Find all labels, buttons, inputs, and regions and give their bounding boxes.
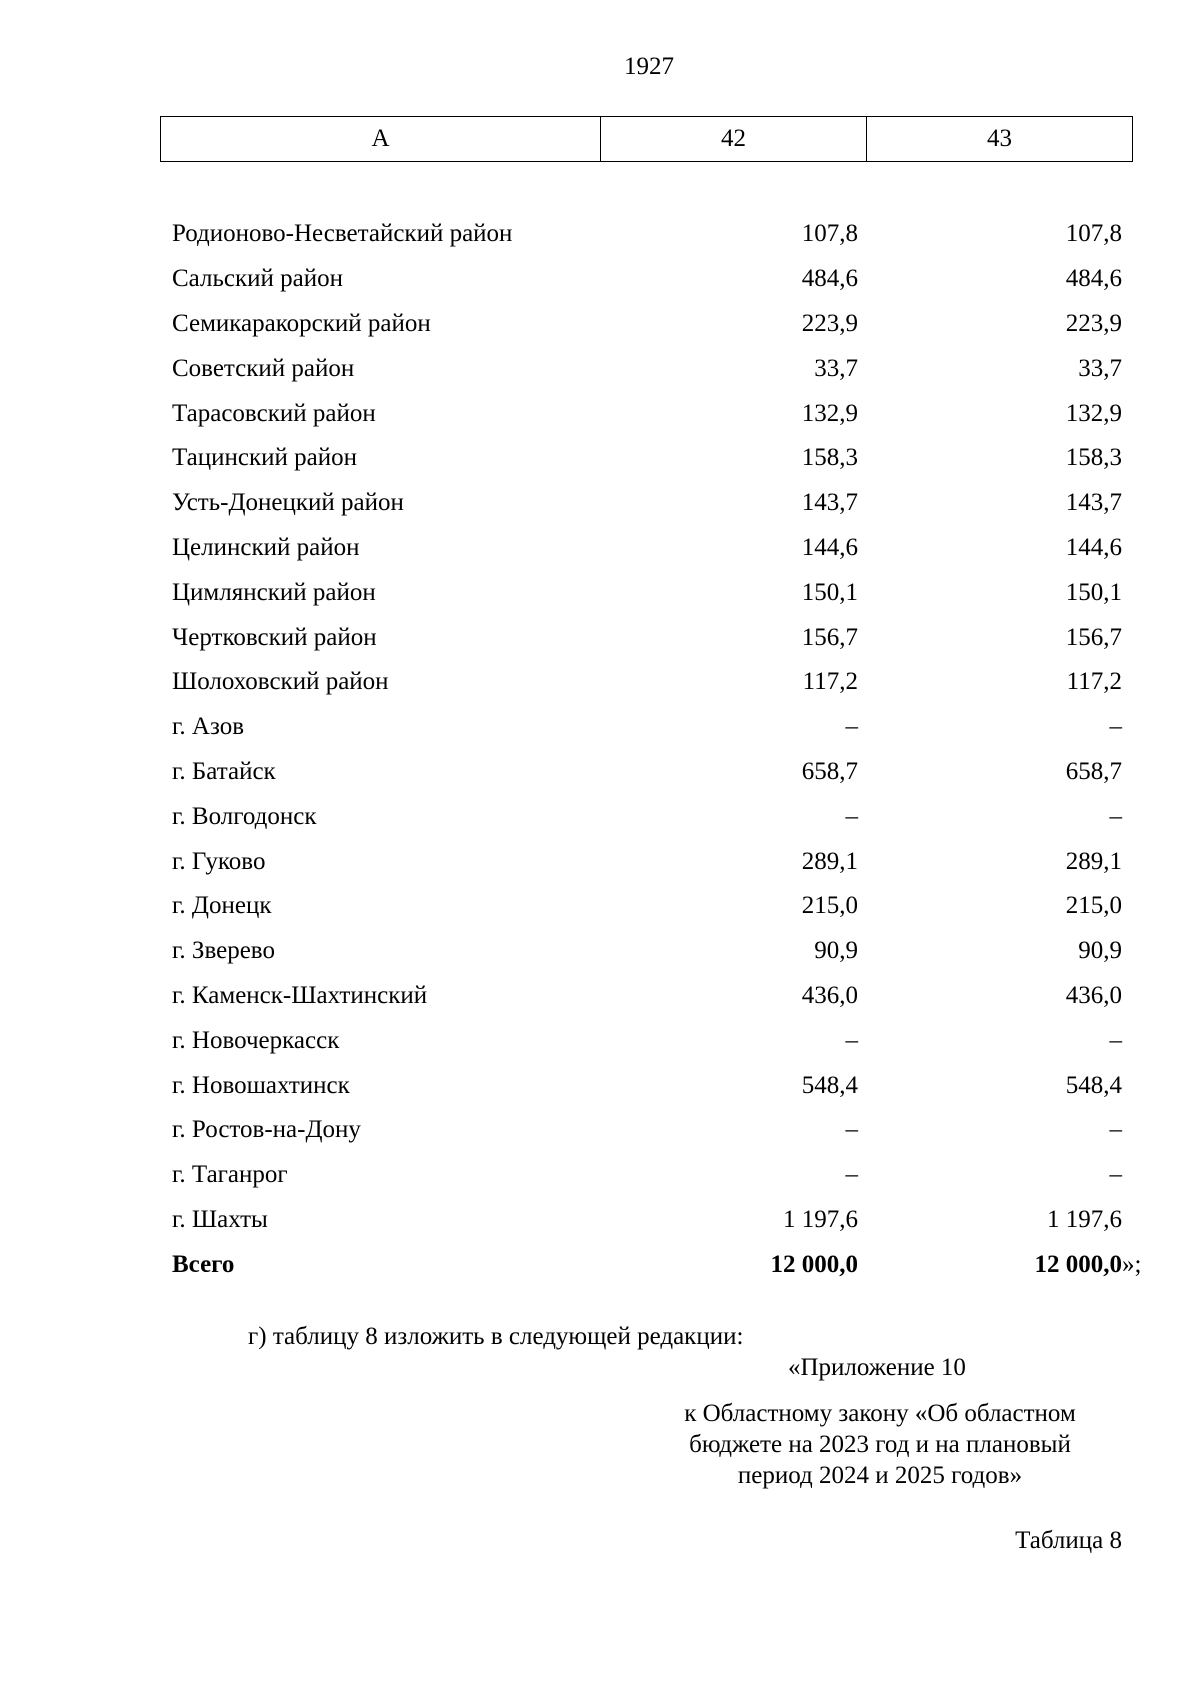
row-name: г. Зверево: [172, 937, 275, 965]
row-value-42: 215,0: [801, 892, 858, 920]
row-value-43: 484,6: [1065, 265, 1122, 293]
row-value-43: 223,9: [1065, 309, 1122, 337]
row-value-42: –: [845, 1161, 858, 1189]
row-name: Чертковский район: [172, 623, 377, 651]
row-value-42: 658,7: [801, 757, 858, 785]
row-value-42: 548,4: [801, 1071, 858, 1099]
row-value-43: 158,3: [1065, 444, 1122, 472]
row-value-42: 144,6: [801, 533, 858, 561]
row-name: г. Каменск-Шахтинский: [172, 981, 428, 1009]
row-value-42: –: [845, 1116, 858, 1144]
page-number: 1927: [624, 53, 674, 80]
row-value-42: 158,3: [801, 444, 858, 472]
row-value-43: 436,0: [1065, 981, 1122, 1009]
row-value-42: 107,8: [801, 220, 858, 248]
table-label: Таблица 8: [1015, 1527, 1122, 1554]
table-row: [172, 1108, 1122, 1153]
row-value-42: 143,7: [801, 489, 858, 517]
row-name: г. Батайск: [172, 757, 276, 785]
row-value-42: 33,7: [814, 354, 858, 382]
appendix-title: «Приложение 10: [788, 1354, 966, 1381]
total-value-43: 12 000,0: [1034, 1250, 1122, 1278]
row-value-42: 289,1: [801, 847, 858, 875]
column-header-a: А: [161, 117, 601, 162]
row-name: Цимлянский район: [172, 578, 376, 606]
total-value-42: 12 000,0: [770, 1250, 858, 1278]
row-value-43: –: [1109, 713, 1122, 741]
row-value-42: 436,0: [801, 981, 858, 1009]
table-row: [172, 212, 1122, 257]
row-value-42: –: [845, 1026, 858, 1054]
appendix-law-reference: [640, 1398, 1120, 1491]
table-row: [172, 929, 1122, 974]
total-label: Всего: [172, 1250, 235, 1278]
table-row: [172, 1018, 1122, 1063]
row-value-42: 132,9: [801, 399, 858, 427]
row-name: Тарасовский район: [172, 399, 376, 427]
column-header-table: [160, 116, 1133, 162]
table-row: [172, 839, 1122, 884]
row-value-43: 90,9: [1078, 937, 1122, 965]
row-value-43: 658,7: [1065, 757, 1122, 785]
row-value-42: 150,1: [801, 578, 858, 606]
total-row: [172, 1242, 1142, 1287]
row-value-43: 548,4: [1065, 1071, 1122, 1099]
row-name: г. Гуково: [172, 847, 266, 875]
row-value-42: 484,6: [801, 265, 858, 293]
row-value-42: 156,7: [801, 623, 858, 651]
total-value-43-cell: [858, 1250, 1142, 1280]
row-name: г. Донецк: [172, 892, 272, 920]
instruction-text: г) таблицу 8 изложить в следующей редакции:: [248, 1323, 744, 1350]
table-row: [172, 526, 1122, 571]
row-name: г. Новошахтинск: [172, 1071, 350, 1099]
row-value-43: –: [1109, 1161, 1122, 1189]
row-value-43: 289,1: [1065, 847, 1122, 875]
row-name: г. Шахты: [172, 1205, 268, 1233]
row-value-43: –: [1109, 1026, 1122, 1054]
row-name: Семикаракорский район: [172, 309, 431, 337]
row-name: Тацинский район: [172, 444, 357, 472]
row-name: г. Таганрог: [172, 1161, 288, 1189]
table-row: [172, 615, 1122, 660]
table-row: [172, 302, 1122, 347]
row-value-42: –: [845, 713, 858, 741]
table-row: [172, 391, 1122, 436]
table-row: [172, 974, 1122, 1019]
table-row: [172, 794, 1122, 839]
row-name: г. Волгодонск: [172, 802, 317, 830]
table-row: [172, 257, 1122, 302]
row-value-42: –: [845, 802, 858, 830]
table-row: [172, 660, 1122, 705]
table-row: [172, 570, 1122, 615]
row-name: Родионово-Несветайский район: [172, 220, 513, 248]
table-row: [172, 481, 1122, 526]
row-value-43: 33,7: [1078, 354, 1122, 382]
row-value-43: 150,1: [1065, 578, 1122, 606]
row-name: Усть-Донецкий район: [172, 489, 404, 517]
row-value-43: 144,6: [1065, 533, 1122, 561]
table-row: [172, 884, 1122, 929]
row-name: Шолоховский район: [172, 668, 389, 696]
row-value-43: 143,7: [1065, 489, 1122, 517]
column-header-42: 42: [601, 117, 867, 162]
row-value-43: 132,9: [1065, 399, 1122, 427]
data-table: [172, 212, 1142, 1287]
column-header-43: 43: [867, 117, 1133, 162]
row-value-43: 107,8: [1065, 220, 1122, 248]
row-value-42: 90,9: [814, 937, 858, 965]
row-name: Советский район: [172, 354, 355, 382]
row-value-43: –: [1109, 1116, 1122, 1144]
row-name: г. Новочеркасск: [172, 1026, 340, 1054]
table-row: [172, 750, 1122, 795]
row-name: г. Азов: [172, 713, 245, 741]
row-value-42: 117,2: [802, 668, 858, 696]
appendix-law-line: бюджете на 2023 год и на плановый: [689, 1431, 1071, 1458]
table-row: [172, 346, 1122, 391]
appendix-law-line: период 2024 и 2025 годов»: [737, 1462, 1023, 1489]
table-row: [172, 1153, 1122, 1198]
appendix-law-line: к Областному закону «Об областном: [684, 1400, 1076, 1427]
row-value-43: –: [1109, 802, 1122, 830]
row-name: Целинский район: [172, 533, 360, 561]
row-value-43: 215,0: [1065, 892, 1122, 920]
row-name: Сальский район: [172, 265, 343, 293]
closing-quote-suffix: »;: [1122, 1250, 1142, 1278]
table-row: [172, 436, 1122, 481]
row-name: г. Ростов-на-Дону: [172, 1116, 361, 1144]
row-value-42: 1 197,6: [783, 1205, 858, 1233]
table-row: [172, 1198, 1122, 1243]
column-header-row: [161, 117, 1133, 162]
table-row: [172, 705, 1122, 750]
row-value-43: 156,7: [1065, 623, 1122, 651]
row-value-43: 1 197,6: [1047, 1205, 1122, 1233]
row-value-42: 223,9: [801, 309, 858, 337]
table-row: [172, 1063, 1122, 1108]
row-value-43: 117,2: [1066, 668, 1122, 696]
